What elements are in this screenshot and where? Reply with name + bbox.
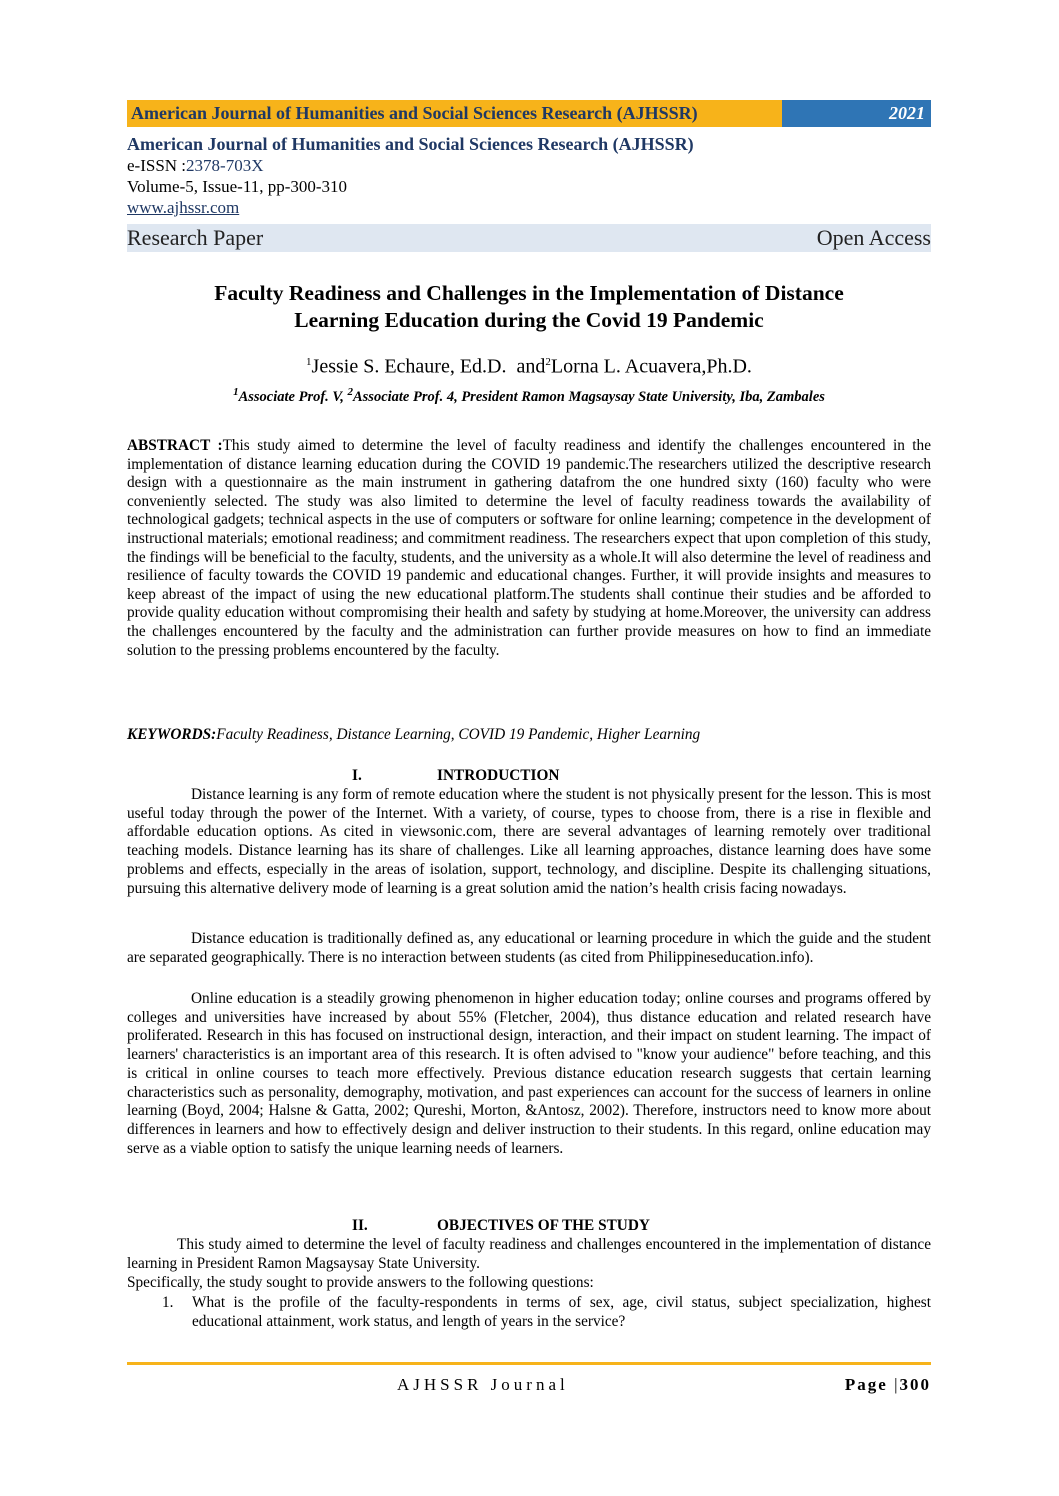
list-item-text: What is the profile of the faculty-respondents in terms of sex, age, civil status, subject specialization, highest educational attainment, work status, and length of years in the service? — [192, 1294, 931, 1330]
author1-sup: 1 — [306, 356, 312, 368]
journal-name: American Journal of Humanities and Social Sciences Research (AJHSSR) — [127, 134, 694, 154]
footer-journal: AJHSSR Journal — [397, 1375, 569, 1394]
title-line-1: Faculty Readiness and Challenges in the Implementation of Distance — [214, 281, 844, 305]
authors — [127, 350, 931, 379]
title-line-2: Learning Education during the Covid 19 Pandemic — [294, 308, 764, 332]
intro-paragraph-1: Distance learning is any form of remote education where the student is not physically present for the lesson. This is most useful today through the power of the Internet. With a variety, of course, types to choose from, there is a rise in flexible and affordable education options. As cited in viewsonic.com, there are several advantages of learning remotely over traditional teaching models. Distance learning has its share of challenges. Like all learning approaches, distance learning does have some problems and effects, especially in the areas of isolation, support, technology, and discipline. Despite its challenging situations, pursuing this alternative delivery mode of learning is a great solution amid the nation’s health crisis facing nowadays. — [127, 786, 931, 897]
access-type: Open Access — [816, 225, 931, 250]
keywords-text: Faculty Readiness, Distance Learning, COVID 19 Pandemic, Higher Learning — [216, 726, 701, 743]
journal-website-link[interactable]: www.ajhssr.com — [127, 198, 240, 217]
issn-label: e-ISSN : — [127, 156, 187, 175]
section-2-number: II. — [352, 1217, 368, 1234]
abstract-label: ABSTRACT : — [127, 437, 223, 454]
paper-title — [127, 280, 931, 334]
affiliation — [127, 383, 931, 407]
issn-value: 2378-703X — [186, 156, 264, 175]
affil-part-1: Associate Prof. V, — [238, 388, 348, 405]
volume-info: Volume-5, Issue-11, pp-300-310 — [127, 177, 348, 196]
keywords — [127, 725, 931, 744]
keywords-label: KEYWORDS: — [127, 726, 217, 743]
banner-year: 2021 — [782, 100, 931, 127]
section-1-title: INTRODUCTION — [437, 767, 560, 784]
affil-sup-2: 2 — [347, 386, 353, 398]
intro-paragraph-3: Online education is a steadily growing phenomenon in higher education today; online courses and programs offered by colleges and universities have increased by about 55% (Fletcher, 2004), thus distance education and related research have proliferated. Research in this has focused on instructional design, interaction, and their impact on student learning. The impact of learners' characteristics is an important area of this research. It is often advised to "know your audience" before teaching, and this is critical in online courses to teach more effectively. Previous distance education research suggests that certain learning characteristics such as personality, demography, motivation, and past experiences can account for the success of learners in online learning (Boyd, 2004; Halsne & Gatta, 2002; Qureshi, Morton, &Antosz, 2002). Therefore, instructors need to know more about differences in learners and how to effectively design and deliver instruction to their students. In this regard, online education may serve as a viable option to satisfy the unique learning needs of learners. — [127, 990, 931, 1157]
journal-info — [127, 133, 931, 218]
journal-banner — [127, 100, 931, 127]
footer-separator: | — [894, 1375, 900, 1394]
abstract-text: This study aimed to determine the level of faculty readiness and identify the challenges encountered in the implementation of distance learning education during the COVID 19 pandemic.The researchers utilized the descriptive research design with a questionnaire as the main instrument in gathering datafrom the one hundred sixty (160) faculty who were conveniently selected. The study was also limited to determine the level of faculty readiness towards the availability of technological gadgets; technical aspects in the use of computers or software for online learning; competence in the development of instructional materials; emotional readiness; and commitment readiness. The researchers expect that upon completion of this study, the findings will be beneficial to the faculty, students, and the university as a whole.It will also determine the level of readiness and resilience of faculty towards the COVID 19 pandemic and educational changes. Further, it will provide insights and measures to keep abreast of the impact of using the new educational platform.The students shall continue their studies and be afforded to provide quality education without compromising their health and safety by studying at home.Moreover, the university can address the challenges encountered by the faculty and the administration can further provide measures on how to find an immediate solution to the pressing problems encountered by the faculty. — [127, 437, 931, 659]
objectives-paragraph-1: This study aimed to determine the level of faculty readiness and challenges encountered in the implementation of distance learning in President Ramon Magsaysay State University. — [127, 1236, 931, 1272]
abstract — [127, 437, 931, 660]
footer-divider — [127, 1362, 931, 1365]
affil-sup-1: 1 — [233, 386, 239, 398]
author2-sup: 2 — [545, 356, 551, 368]
author-1: Jessie S. Echaure, Ed.D. — [311, 355, 507, 378]
footer-page-label: Page — [844, 1375, 888, 1394]
authors-and: and — [516, 355, 546, 378]
author-2: Lorna L. Acuavera,Ph.D. — [550, 355, 752, 378]
objectives-paragraph-2: Specifically, the study sought to provide answers to the following questions: — [127, 1274, 594, 1291]
list-item-number: 1. — [162, 1294, 174, 1311]
intro-paragraph-2: Distance education is traditionally defined as, any educational or learning procedure in which the guide and the student are separated geographically. There is no interaction between students (as cited from Philippineseducation.info). — [127, 930, 931, 966]
section-1-number: I. — [352, 767, 362, 784]
footer-page-number: 300 — [899, 1375, 931, 1394]
list-item — [162, 1294, 931, 1331]
paper-type: Research Paper — [127, 225, 264, 250]
footer-page — [845, 1374, 931, 1396]
issn — [127, 155, 931, 176]
paper-type-bar — [127, 224, 931, 252]
affil-part-2: Associate Prof. 4, President Ramon Magsaysay State University, Iba, Zambales — [352, 388, 825, 405]
section-2-title: OBJECTIVES OF THE STUDY — [437, 1217, 650, 1234]
banner-journal-name: American Journal of Humanities and Social Sciences Research (AJHSSR) — [127, 100, 782, 127]
